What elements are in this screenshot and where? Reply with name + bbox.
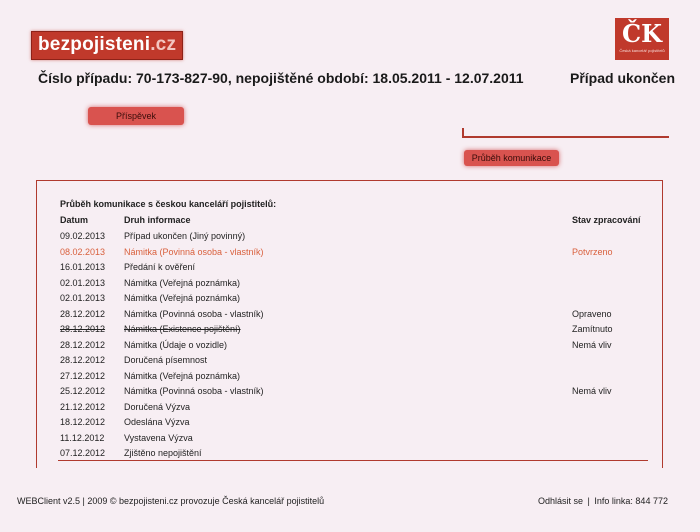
row-date: 28.12.2012 xyxy=(60,308,106,319)
row-type: Doručená Výzva xyxy=(124,401,191,412)
table-row xyxy=(60,262,650,278)
logo-main-text: bezpojisteni xyxy=(38,34,151,55)
footer-separator: | xyxy=(587,496,590,506)
row-date: 07.12.2012 xyxy=(60,448,106,458)
table-row xyxy=(60,417,650,433)
table-row xyxy=(60,433,650,449)
panel-bottom-divider xyxy=(58,460,648,461)
section-title: Průběh komunikace s českou kanceláří pojistitelů: xyxy=(60,199,277,209)
ck-logo xyxy=(615,18,669,60)
logo-tld-text: .cz xyxy=(150,34,177,55)
ck-logo-subtitle: Česká kancelář pojistitelů xyxy=(619,48,665,53)
row-date: 28.12.2012 xyxy=(60,324,106,334)
row-state: Zamítnuto xyxy=(572,324,613,334)
row-date: 21.12.2012 xyxy=(60,401,106,412)
row-date: 28.12.2012 xyxy=(60,355,106,365)
row-type: Námitka (Veřejná poznámka) xyxy=(124,370,241,381)
row-type: Námitka (Povinná osoba - vlastník) xyxy=(124,246,264,257)
row-type: Doručená písemnost xyxy=(124,355,208,365)
row-type: Předání k ověření xyxy=(124,262,196,272)
row-date: 28.12.2012 xyxy=(60,339,106,350)
footer-links xyxy=(538,496,668,506)
info-line: Info linka: 844 772 xyxy=(594,496,668,506)
row-type: Námitka (Povinná osoba - vlastník) xyxy=(124,308,264,319)
page-title: Číslo případu: 70-173-827-90, nepojištěné období: 18.05.2011 - 12.07.2011 xyxy=(38,70,524,86)
bezpojisteni-logo[interactable] xyxy=(31,31,183,60)
tab-bracket-divider xyxy=(462,128,669,138)
row-type: Zjištěno nepojištění xyxy=(124,448,202,458)
table-row xyxy=(60,324,650,340)
row-type: Námitka (Povinná osoba - vlastník) xyxy=(124,386,264,396)
table-row xyxy=(60,247,650,263)
row-type: Námitka (Existence pojištění) xyxy=(124,324,241,334)
row-date: 02.01.2013 xyxy=(60,277,106,288)
table-row xyxy=(60,340,650,356)
table-row xyxy=(60,448,650,464)
prispevek-button[interactable]: Příspěvek xyxy=(88,107,184,125)
row-type: Námitka (Veřejná poznámka) xyxy=(124,277,241,288)
case-status: Případ ukončen xyxy=(570,70,676,86)
table-row xyxy=(60,355,650,371)
column-header-type: Druh informace xyxy=(124,215,191,225)
row-date: 02.01.2013 xyxy=(60,293,106,303)
row-state: Potvrzeno xyxy=(572,246,613,257)
row-date: 27.12.2012 xyxy=(60,370,106,381)
row-type: Námitka (Údaje o vozidle) xyxy=(124,339,228,350)
column-header-date: Datum xyxy=(60,215,89,225)
table-row xyxy=(60,293,650,309)
row-date: 25.12.2012 xyxy=(60,386,106,396)
table-row xyxy=(60,386,650,402)
row-date: 09.02.2013 xyxy=(60,231,106,241)
row-date: 11.12.2012 xyxy=(60,432,105,443)
table-row xyxy=(60,309,650,325)
footer-copyright: WEBClient v2.5 | 2009 © bezpojisteni.cz provozuje Česká kancelář pojistitelů xyxy=(17,496,325,506)
row-type: Případ ukončen (Jiný povinný) xyxy=(124,231,246,241)
row-date: 16.01.2013 xyxy=(60,262,106,272)
row-state: Nemá vliv xyxy=(572,386,612,396)
ck-logo-text: ČK xyxy=(622,19,662,48)
row-date: 08.02.2013 xyxy=(60,246,106,257)
column-header-state: Stav zpracování xyxy=(572,215,641,225)
row-date: 18.12.2012 xyxy=(60,417,106,427)
row-state: Opraveno xyxy=(572,308,612,319)
table-row xyxy=(60,278,650,294)
row-type: Vystavena Výzva xyxy=(124,432,193,443)
table-row xyxy=(60,371,650,387)
communication-table xyxy=(60,231,650,464)
logout-link[interactable]: Odhlásit se xyxy=(538,496,584,506)
row-state: Nemá vliv xyxy=(572,339,612,350)
row-type: Odeslána Výzva xyxy=(124,417,190,427)
table-row xyxy=(60,231,650,247)
row-type: Námitka (Veřejná poznámka) xyxy=(124,293,241,303)
table-row xyxy=(60,402,650,418)
prubeh-komunikace-button[interactable]: Průběh komunikace xyxy=(464,150,559,166)
